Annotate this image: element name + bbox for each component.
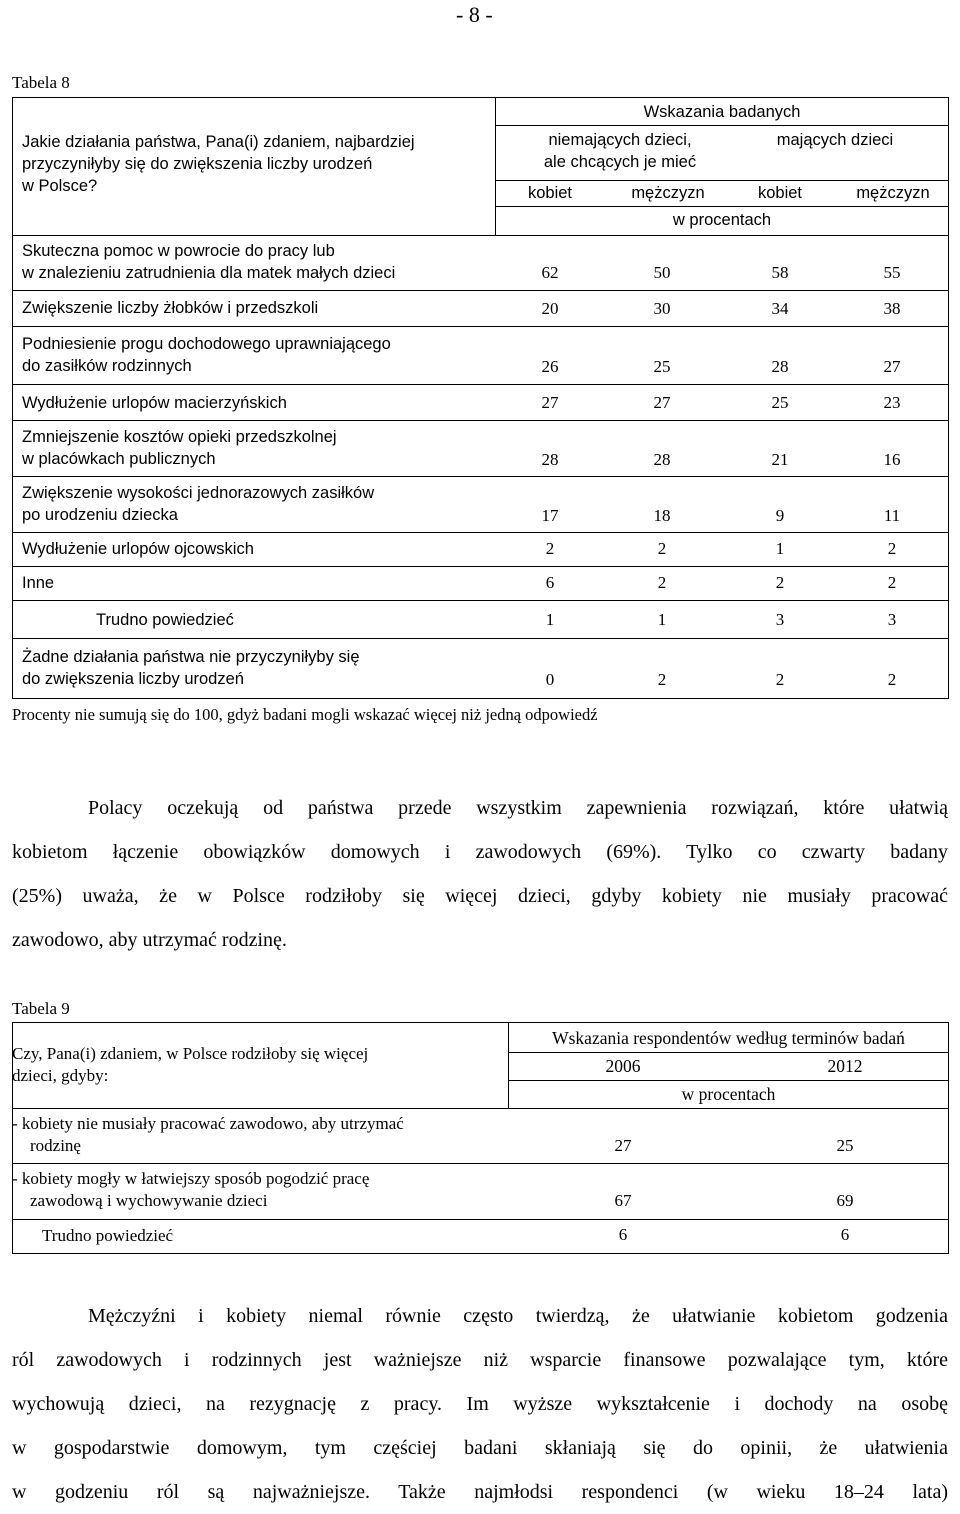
table9-row-label: - kobiety nie musiały pracować zawodowo, aby utrzymać rodzinę xyxy=(12,1114,404,1155)
table8-value: 2 xyxy=(887,670,897,689)
table8-value: 1 xyxy=(775,539,785,558)
table8-value: 30 xyxy=(653,299,671,318)
table8-header-top: Wskazania badanych xyxy=(643,103,801,121)
table8-value: 2 xyxy=(657,670,667,689)
table8-value: 2 xyxy=(887,539,897,558)
table9-value: 6 xyxy=(618,1225,628,1244)
table8-rule xyxy=(12,638,949,639)
table8-value: 55 xyxy=(883,263,901,282)
table8-value: 6 xyxy=(545,573,555,592)
table8-label: Tabela 8 xyxy=(12,73,70,92)
table8-value: 20 xyxy=(541,299,559,318)
table8-value: 25 xyxy=(653,357,671,376)
table8-value: 27 xyxy=(883,357,901,376)
table8-rule xyxy=(495,125,949,126)
table8-value: 0 xyxy=(545,670,555,689)
table9-row-label: - kobiety mogły w łatwiejszy sposób pogodzić pracę zawodową i wychowywanie dzieci xyxy=(12,1169,370,1210)
table8-value: 27 xyxy=(653,393,671,412)
table8-row-label: Inne xyxy=(22,574,55,592)
table8-value: 16 xyxy=(883,450,901,469)
table8-value: 28 xyxy=(653,450,671,469)
table8-value: 11 xyxy=(883,506,901,525)
table8-rule xyxy=(495,180,949,181)
table8-value: 1 xyxy=(545,610,555,629)
table8-row-label: Skuteczna pomoc w powrocie do pracy lub w znalezieniu zatrudnienia dla matek małych dzieci xyxy=(22,242,396,282)
table8-col-label: kobiet xyxy=(757,184,803,202)
table8-value: 2 xyxy=(657,539,667,558)
table8-rule xyxy=(12,326,949,327)
table9-label: Tabela 9 xyxy=(12,999,70,1018)
table8-value: 38 xyxy=(883,299,901,318)
table8-value: 23 xyxy=(883,393,901,412)
table8-value: 58 xyxy=(771,263,789,282)
table8-value: 2 xyxy=(545,539,555,558)
table8-row-label: Zwiększenie liczby żłobków i przedszkoli xyxy=(22,299,319,317)
table9-value: 25 xyxy=(836,1136,854,1155)
table8-value: 34 xyxy=(771,299,789,318)
table9-year: 2006 xyxy=(605,1056,641,1076)
table8-row-label: Zmniejszenie kosztów opieki przedszkolnej w placówkach publicznych xyxy=(22,428,337,468)
table8-row-label: Wydłużenie urlopów macierzyńskich xyxy=(22,394,287,412)
table8-value: 26 xyxy=(541,357,559,376)
table9-rule xyxy=(12,1219,949,1220)
page-number: - 8 - xyxy=(456,2,493,27)
table9-rule xyxy=(12,1163,949,1164)
table8-value: 9 xyxy=(775,506,785,525)
table8-group-childless: niemających dzieci, ale chcących je mieć xyxy=(543,131,697,171)
table8-rule xyxy=(12,476,949,477)
table8-rule xyxy=(495,206,949,207)
table8-value: 62 xyxy=(541,263,559,282)
paragraph-1: Polacy oczekują od państwa przede wszystkim zapewnienia rozwiązań, które ułatwią kobietom łączenie obowiązków domowych i zawodowych (69%). Tylko co czwarty badany (25%) uważa, że w Polsce rodziłoby się więcej dzieci, gdyby kobiety nie musiały pracować zawodowo, aby utrzymać rodzinę. xyxy=(12,797,948,951)
table8-rule xyxy=(12,235,949,236)
table8-value: 25 xyxy=(771,393,789,412)
table9-rule xyxy=(12,1108,949,1109)
table8-rule xyxy=(12,290,949,291)
table8-value: 2 xyxy=(887,573,897,592)
table8-rule xyxy=(12,566,949,567)
table8-rule xyxy=(12,600,949,601)
table9-question: Czy, Pana(i) zdaniem, w Polsce rodziłoby się więcej dzieci, gdyby: xyxy=(12,1044,369,1085)
table9-value: 69 xyxy=(836,1191,854,1210)
table8-rule xyxy=(12,384,949,385)
table8-value: 2 xyxy=(775,573,785,592)
table8-value: 21 xyxy=(771,450,789,469)
table8-value: 27 xyxy=(541,393,559,412)
table8-row-label: Żadne działania państwa nie przyczyniłyby się do zwiększenia liczby urodzeń xyxy=(22,648,360,688)
table8-value: 2 xyxy=(775,670,785,689)
table9-rule xyxy=(508,1052,949,1053)
table9-value: 67 xyxy=(614,1191,632,1210)
table8-row-label: Wydłużenie urlopów ojcowskich xyxy=(22,540,254,558)
table8-col-label: kobiet xyxy=(527,184,573,202)
table8-value: 28 xyxy=(541,450,559,469)
table8-rule xyxy=(12,420,949,421)
table9-rule xyxy=(508,1080,949,1081)
table8-value: 3 xyxy=(775,610,785,629)
table8-rule xyxy=(12,532,949,533)
table8-group-parents: mających dzieci xyxy=(776,131,894,149)
paragraph-2: Mężczyźni i kobiety niemal równie często twierdzą, że ułatwianie kobietom godzenia ról zawodowych i rodzinnych jest ważniejsze niż wsparcie finansowe pozwalające tym, które wychowują dzieci, na rezygnację z pracy. Im wyższe wykształcenie i dochody na osobę w gospodarstwie domowym, tym częściej badani skłaniają się do opinii, że ułatwienia w godzeniu ról są najważniejsze. Także najmłodsi respondenci (w wieku 18–24 lata) xyxy=(12,1305,948,1503)
table8-value: 50 xyxy=(653,263,671,282)
table9-year: 2012 xyxy=(827,1056,863,1076)
table8-value: 28 xyxy=(771,357,789,376)
table9-row-label: Trudno powiedzieć xyxy=(42,1226,174,1245)
table8-value: 3 xyxy=(887,610,897,629)
table9-header-top: Wskazania respondentów według terminów badań xyxy=(552,1028,905,1048)
table8-value: 1 xyxy=(657,610,667,629)
table8-row-label: Trudno powiedzieć xyxy=(96,611,234,629)
table9-unit: w procentach xyxy=(681,1084,776,1104)
table8-row-label: Zwiększenie wysokości jednorazowych zasiłków po urodzeniu dziecka xyxy=(22,484,375,524)
table9-value: 6 xyxy=(840,1225,850,1244)
table8-unit: w procentach xyxy=(672,211,772,229)
table8-question: Jakie działania państwa, Pana(i) zdaniem, najbardziej przyczyniłyby się do zwiększenia liczby urodzeń w Polsce? xyxy=(22,133,415,195)
table8-col-label: mężczyzn xyxy=(856,184,930,202)
table8-footnote: Procenty nie sumują się do 100, gdyż badani mogli wskazać więcej niż jedną odpowiedź xyxy=(12,705,598,724)
table8-row-label: Podniesienie progu dochodowego uprawniającego do zasiłków rodzinnych xyxy=(22,335,391,375)
table8-value: 17 xyxy=(541,506,559,525)
table8-col-label: mężczyzn xyxy=(631,184,705,202)
table8-value: 2 xyxy=(657,573,667,592)
table8-value: 18 xyxy=(653,506,671,525)
table9-value: 27 xyxy=(614,1136,632,1155)
